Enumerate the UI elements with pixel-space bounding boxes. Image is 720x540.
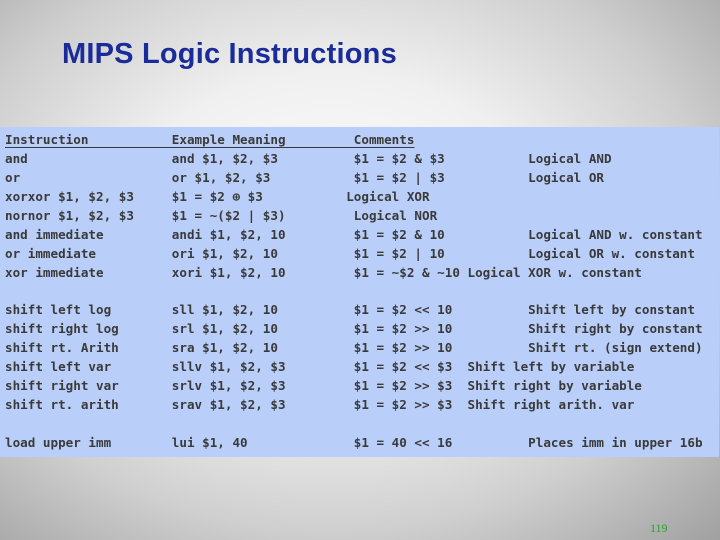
table-row: or or $1, $2, $3 $1 = $2 | $3 Logical OR bbox=[5, 169, 604, 185]
table-header: Instruction Example Meaning Comments bbox=[5, 132, 415, 147]
table-row: shift left log sll $1, $2, 10 $1 = $2 << 10 Shift left by constant bbox=[5, 302, 695, 318]
table-row: shift rt. Arith sra $1, $2, 10 $1 = $2 >> 10 Shift rt. (sign extend) bbox=[5, 340, 703, 356]
table-row: xorxor $1, $2, $3 $1 = $2 ⊕ $3 Logical XOR bbox=[5, 188, 430, 204]
table-row: shift right var srlv $1, $2, $3 $1 = $2 >> $3 Shift right by variable bbox=[5, 378, 642, 394]
table-row: and immediate andi $1, $2, 10 $1 = $2 & 10 Logical AND w. constant bbox=[5, 226, 703, 242]
table-row: load upper imm lui $1, 40 $1 = 40 << 16 Places imm in upper 16b bbox=[5, 435, 703, 450]
table-row: or immediate ori $1, $2, 10 $1 = $2 | 10 Logical OR w. constant bbox=[5, 245, 695, 261]
table-spacer bbox=[5, 283, 703, 302]
instruction-table bbox=[0, 127, 719, 457]
table-row: shift rt. arith srav $1, $2, $3 $1 = $2 >> $3 Shift right arith. var bbox=[5, 397, 635, 413]
table-spacer bbox=[5, 415, 703, 434]
table-row: shift left var sllv $1, $2, $3 $1 = $2 << $3 Shift left by variable bbox=[5, 359, 635, 375]
table-row: shift right log srl $1, $2, 10 $1 = $2 >> 10 Shift right by constant bbox=[5, 321, 703, 337]
table-row: and and $1, $2, $3 $1 = $2 & $3 Logical AND bbox=[5, 150, 612, 166]
slide-title: MIPS Logic Instructions bbox=[62, 38, 397, 70]
page-number: 119 bbox=[650, 521, 668, 535]
table-row: xor immediate xori $1, $2, 10 $1 = ~$2 & ~10 Logical XOR w. constant bbox=[5, 264, 642, 280]
table-row: nornor $1, $2, $3 $1 = ~($2 | $3) Logical NOR bbox=[5, 207, 438, 223]
